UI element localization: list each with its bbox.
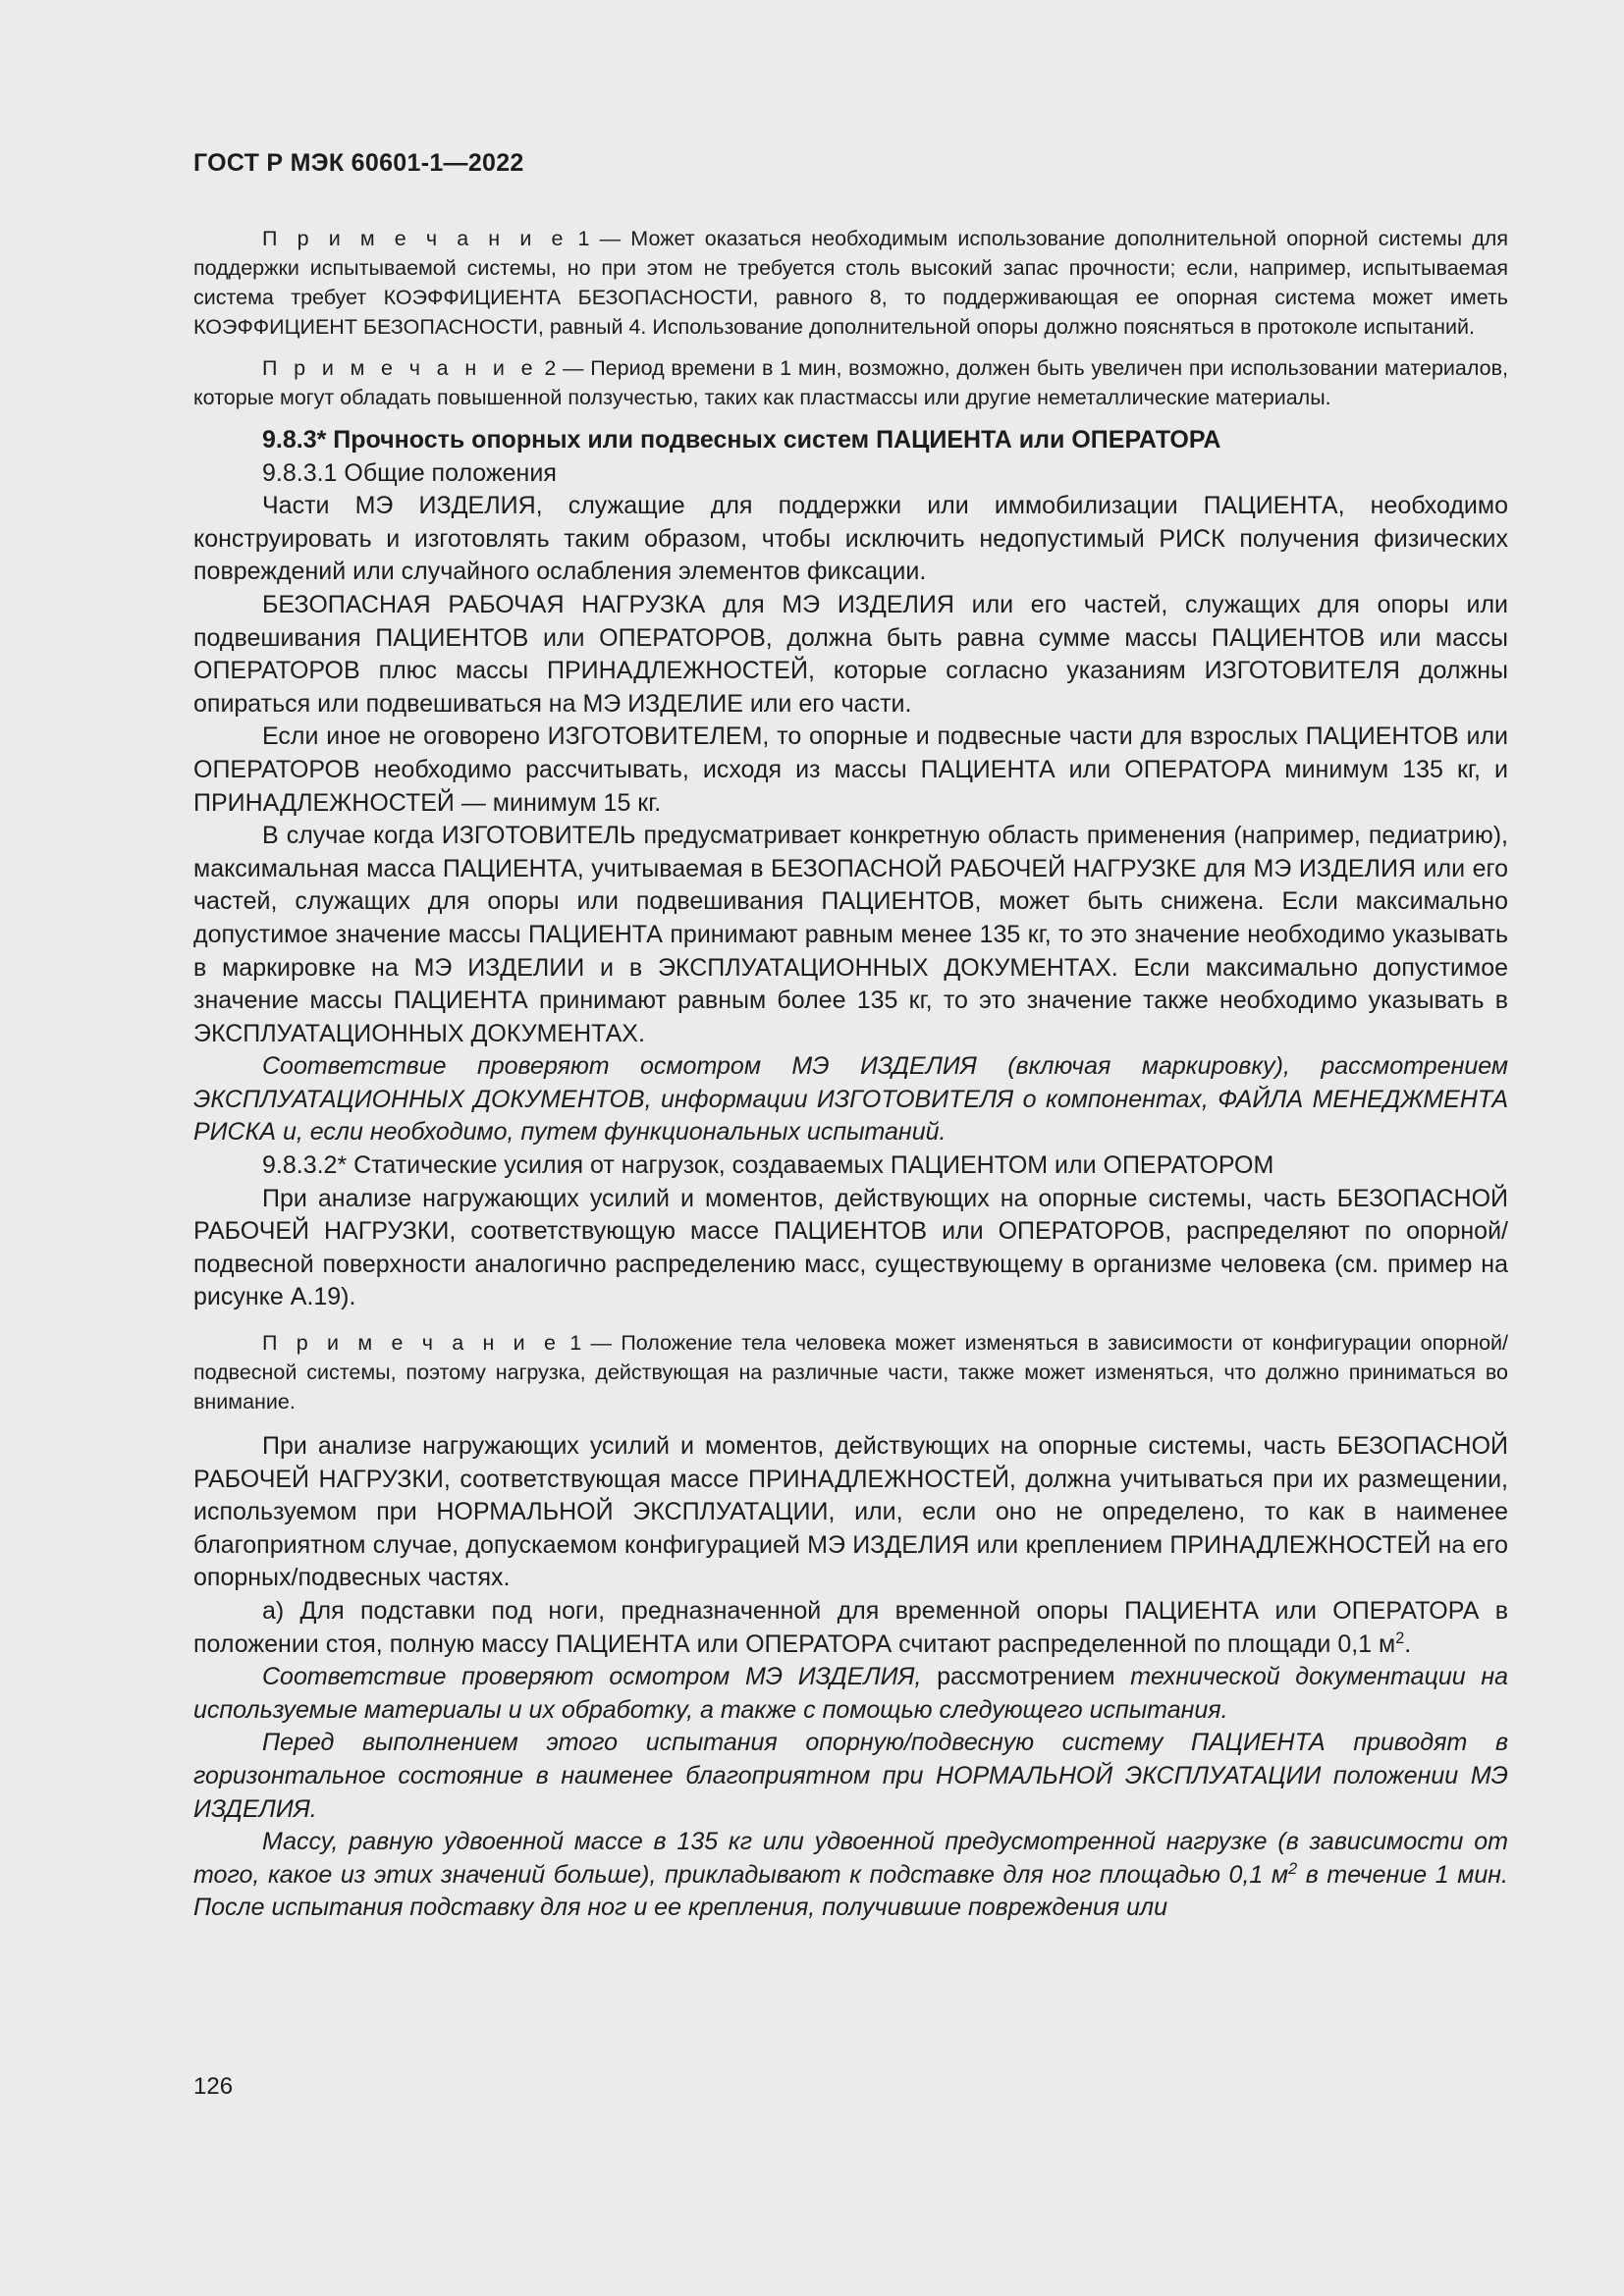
note-text: 2 — Период времени в 1 мин, возможно, должен быть увеличен при использовании материалов, которые могут обладать повышенной ползучестью, таких как пластмассы или другие неметаллические материалы. bbox=[193, 356, 1509, 409]
paragraph-1: Части МЭ ИЗДЕЛИЯ, служащие для поддержки или иммобилизации ПАЦИЕНТА, необходимо конструировать и изготовлять таким образом, чтобы исключить недопустимый РИСК получения физических повреждений или случайного ослабления элементов фиксации. bbox=[193, 492, 1508, 586]
note-text: 1 — Может оказаться необходимым использование дополнительной опорной системы для поддержки испытываемой системы, но при этом не требуется столь высокий запас прочности; если, например, испытываемая система требует КОЭФФИЦИЕНТА БЕЗОПАСНОСТИ, равного 8, то поддерживающая ее опорная система может иметь КОЭФФИЦИЕНТ БЕЗОПАСНОСТИ, равный 4. Использование дополнительной опоры должно поясняться в протоколе испытаний. bbox=[193, 227, 1508, 339]
section-heading: 9.8.3* Прочность опорных или подвесных систем ПАЦИЕНТА или ОПЕРАТОРА bbox=[262, 426, 1221, 454]
paragraph-4: В случае когда ИЗГОТОВИТЕЛЬ предусматривает конкретную область применения (например, педиатрию), максимальная масса ПАЦИЕНТА, учитываемая в БЕЗОПАСНОЙ РАБОЧЕЙ НАГРУЗКЕ для МЭ ИЗДЕЛИЯ или его частей, служащих для опоры или подвешивания ПАЦИЕНТОВ, может быть снижена. Если максимально допустимое значение массы ПАЦИЕНТА принимают равным менее 135 кг, то это значение необходимо указывать в маркировке на МЭ ИЗДЕЛИИ и в ЭКСПЛУАТАЦИОННЫХ ДОКУМЕНТАХ. Если максимально допустимое значение массы ПАЦИЕНТА принимают равным более 135 кг, то это значение также необходимо указывать в ЭКСПЛУАТАЦИОННЫХ ДОКУМЕНТАХ. bbox=[193, 822, 1508, 1047]
paragraph-8-footrest bbox=[193, 1595, 1508, 1661]
page-content bbox=[193, 224, 1508, 1925]
compliance-paragraph-1: Соответствие проверяют осмотром МЭ ИЗДЕЛИЯ (включая маркировку), рассмотрением ЭКСПЛУАТАЦИОННЫХ ДОКУМЕНТОВ, информации ИЗГОТОВИТЕЛЯ о компонентах, ФАЙЛА МЕНЕДЖМЕНТА РИСКА и, если необходимо, путем функциональных испытаний. bbox=[193, 1052, 1508, 1147]
note-text: 1 — Положение тела человека может изменяться в зависимости от конфигурации опорной/подвесной системы, поэтому нагрузка, действующая на различные части, также может изменяться, что должно приниматься во внимание. bbox=[193, 1331, 1509, 1415]
superscript: 2 bbox=[1288, 1859, 1298, 1878]
compliance-regular: рассмотрением bbox=[921, 1663, 1131, 1691]
page-number: 126 bbox=[193, 2073, 234, 2100]
note-2 bbox=[193, 353, 1508, 412]
paragraph-2: БЕЗОПАСНАЯ РАБОЧАЯ НАГРУЗКА для МЭ ИЗДЕЛИЯ или его частей, служащих для опоры или подвешивания ПАЦИЕНТОВ или ОПЕРАТОРОВ, должна быть равна сумме массы ПАЦИЕНТОВ или массы ОПЕРАТОРОВ плюс массы ПРИНАДЛЕЖНОСТЕЙ, которые согласно указаниям ИЗГОТОВИТЕЛЯ должны опираться или подвешиваться на МЭ ИЗДЕЛИЕ или его части. bbox=[193, 590, 1508, 718]
superscript: 2 bbox=[1395, 1629, 1405, 1647]
note-label: П р и м е ч а н и е bbox=[262, 227, 568, 250]
note-label: П р и м е ч а н и е bbox=[262, 1331, 561, 1356]
note-mid bbox=[193, 1328, 1508, 1416]
test-load-paragraph bbox=[193, 1826, 1508, 1925]
note-1 bbox=[193, 224, 1508, 342]
test-load-text: Массу, равную удвоенной массе в 135 кг или удвоенной предусмотренной нагрузке (в зависимости от того, какое из этих значений больше), прикладывают к подставке для ног площадью 0,1 м bbox=[193, 1828, 1508, 1889]
paragraph-8-text: а) Для подставки под ноги, предназначенной для временной опоры ПАЦИЕНТА или ОПЕРАТОРА в положении стоя, полную массу ПАЦИЕНТА или ОПЕРАТОРА считают распределенной по площади 0,1 м bbox=[193, 1597, 1508, 1658]
paragraph-3: Если иное не оговорено ИЗГОТОВИТЕЛЕМ, то опорные и подвесные части для взрослых ПАЦИЕНТОВ или ОПЕРАТОРОВ необходимо рассчитывать, исходя из массы ПАЦИЕНТА или ОПЕРАТОРА минимум 135 кг, и ПРИНАДЛЕЖНОСТЕЙ — минимум 15 кг. bbox=[193, 722, 1508, 817]
paragraph-8-end: . bbox=[1404, 1629, 1412, 1658]
paragraph-7: При анализе нагружающих усилий и моментов, действующих на опорные системы, часть БЕЗОПАСНОЙ РАБОЧЕЙ НАГРУЗКИ, соответствующая массе ПРИНАДЛЕЖНОСТЕЙ, должна учитываться при их размещении, используемом при НОРМАЛЬНОЙ ЭКСПЛУАТАЦИИ, или, если оно не определено, то как в наименее благоприятном случае, допускаемом конфигурацией МЭ ИЗДЕЛИЯ или креплением ПРИНАДЛЕЖНОСТЕЙ на его опорных/подвесных частях. bbox=[193, 1432, 1508, 1592]
compliance-italic-2: технической документации на используемые материалы и их обработку, а также с помощью следующего испытания. bbox=[193, 1663, 1508, 1724]
note-label: П р и м е ч а н и е bbox=[262, 356, 538, 380]
compliance-paragraph-2 bbox=[193, 1661, 1508, 1727]
paragraph-6: При анализе нагружающих усилий и моментов, действующих на опорные системы, часть БЕЗОПАСНОЙ РАБОЧЕЙ НАГРУЗКИ, соответствующую массе ПАЦИЕНТОВ или ОПЕРАТОРОВ, распределяют по опорной/подвесной поверхности аналогично распределению масс, существующему в организме человека (см. пример на рисунке А.19). bbox=[193, 1184, 1508, 1311]
compliance-italic-1: Соответствие проверяют осмотром МЭ ИЗДЕЛИЯ, bbox=[262, 1663, 922, 1691]
subsection-heading-static-forces: 9.8.3.2* Статические усилия от нагрузок, создаваемых ПАЦИЕНТОМ или ОПЕРАТОРОМ bbox=[262, 1151, 1274, 1180]
document-code-header: ГОСТ Р МЭК 60601-1—2022 bbox=[193, 149, 524, 177]
subsection-heading-general: 9.8.3.1 Общие положения bbox=[262, 458, 557, 487]
test-load-end: в течение 1 мин. После испытания подставку для ног и ее крепления, получившие повреждения или bbox=[193, 1860, 1509, 1922]
test-preparation-paragraph: Перед выполнением этого испытания опорную/подвесную систему ПАЦИЕНТА приводят в горизонтальное состояние в наименее благоприятном при НОРМАЛЬНОЙ ЭКСПЛУАТАЦИИ положении МЭ ИЗДЕЛИЯ. bbox=[193, 1729, 1508, 1823]
